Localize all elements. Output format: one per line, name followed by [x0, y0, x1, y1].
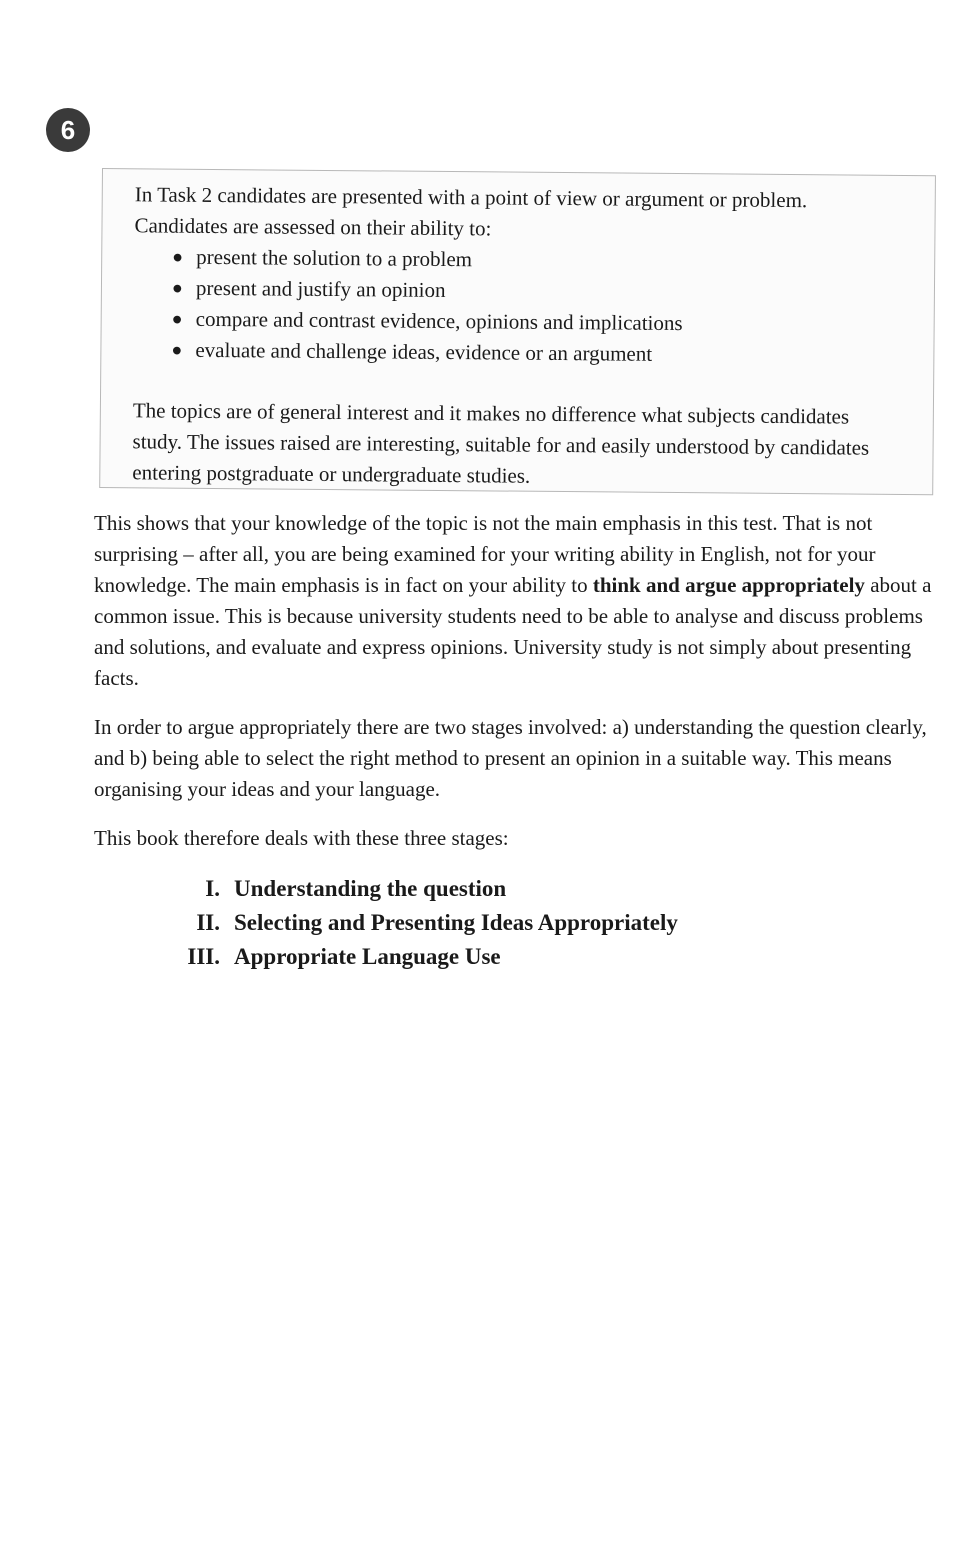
bullet-icon: ●	[172, 246, 184, 267]
paragraph-book-intro: This book therefore deals with these three stages:	[94, 826, 509, 850]
page-number-badge: 6	[46, 108, 90, 152]
stage-item	[94, 872, 932, 906]
stage-item	[94, 906, 932, 940]
stage-number: II.	[196, 910, 220, 935]
callout-topics-paragraph: The topics are of general interest and it makes no difference what subjects candidates study. The issues raised are interesting, suitable for and easily understood by candidates entering postgraduate or undergraduate studies.	[132, 398, 870, 488]
callout-intro-line2: Candidates are assessed on their ability to:	[134, 213, 492, 241]
stages-list	[94, 872, 932, 974]
bullet-icon: ●	[171, 308, 183, 329]
bullet-item: ● present and justify an opinion	[196, 273, 902, 310]
stage-item	[94, 940, 932, 974]
assessment-bullet-list	[133, 241, 902, 372]
bullet-icon: ●	[171, 339, 183, 360]
bullet-icon: ●	[171, 277, 183, 298]
bullet-item: ● present the solution to a problem	[196, 242, 902, 279]
stage-number: I.	[205, 876, 220, 901]
paragraph-stages: In order to argue appropriately there are two stages involved: a) understanding the question clearly, and b) being able to select the right method to present an opinion in a suitable way. This means organising your ideas and your language.	[94, 715, 927, 801]
stage-label: Appropriate Language Use	[234, 944, 501, 969]
stage-label: Selecting and Presenting Ideas Appropriately	[234, 910, 678, 935]
main-body-text	[94, 508, 932, 974]
task2-callout-box	[99, 168, 936, 495]
callout-intro-line1: In Task 2 candidates are presented with a point of view or argument or problem.	[134, 182, 808, 213]
bold-phrase: think and argue appropriately	[592, 573, 865, 597]
paragraph-emphasis: This shows that your knowledge of the topic is not the main emphasis in this test. That is not surprising – after all, you are being examined for your writing ability in English, not for your knowledge. The main emphasis is in fact on your ability to think and argue appropriately about a common issue. This is because university students need to be able to analyse and discuss problems and solutions, and evaluate and express opinions. University study is not simply about presenting facts.	[94, 511, 932, 690]
stage-number: III.	[187, 944, 220, 969]
bullet-item: ● compare and contrast evidence, opinions and implications	[196, 304, 902, 341]
bullet-item: ● evaluate and challenge ideas, evidence or an argument	[195, 335, 901, 372]
stage-label: Understanding the question	[234, 876, 507, 901]
